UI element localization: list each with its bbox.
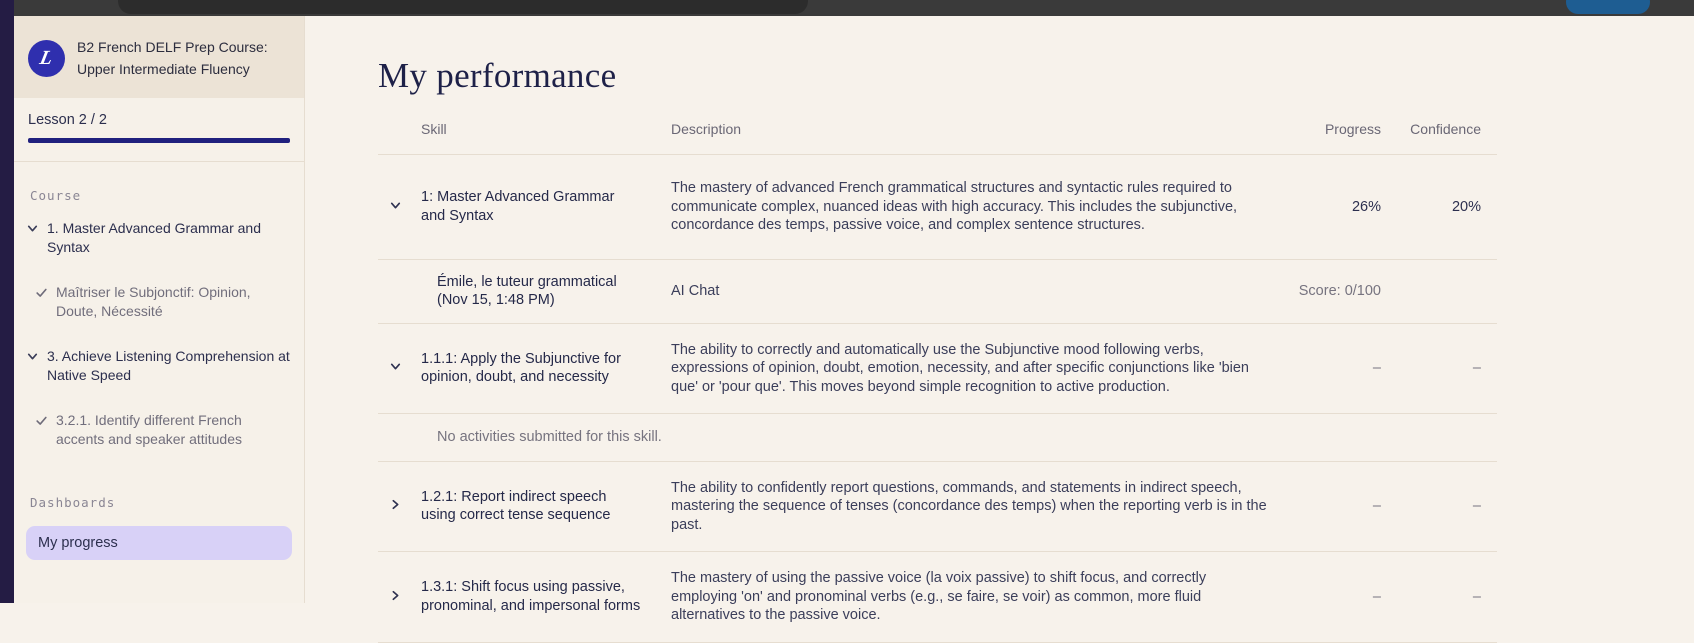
activity-score: Score: 0/100	[1298, 282, 1381, 299]
skill-name: 1.2.1: Report indirect speech using correct tense sequence	[421, 488, 611, 524]
confidence-value: –	[1472, 360, 1481, 376]
sidebar-item-lesson-accents[interactable]	[35, 411, 292, 449]
lesson-progress-bar-fill	[28, 138, 290, 143]
chevron-down-icon[interactable]	[386, 196, 404, 214]
check-icon	[35, 283, 49, 321]
activity-name: Émile, le tuteur grammatical (Nov 15, 1:48 PM)	[437, 273, 617, 308]
lesson-progress-block	[14, 98, 304, 162]
browser-profile-button[interactable]	[1566, 0, 1650, 14]
skill-description: The mastery of advanced French grammatical structures and syntactic rules required to communicate complex, nuanced ideas with high accuracy. This includes the subjunctive, concordance des temps, passive voice, and complex sentence structures.	[671, 180, 1238, 233]
main-content	[305, 16, 1694, 623]
dashboards-section	[26, 495, 292, 560]
sidebar	[14, 16, 305, 603]
progress-value: –	[1372, 588, 1381, 605]
skill-description: The mastery of using the passive voice (la voix passive) to shift focus, and correctly employing 'on' and pronominal verbs (e.g., se faire, se voir) as common, more fluid alternatives to the passive voice.	[671, 570, 1207, 623]
activity-type: AI Chat	[671, 282, 720, 299]
column-header-description: Description	[671, 120, 742, 137]
column-header-progress: Progress	[1324, 120, 1381, 137]
skill-name: 1.3.1: Shift focus using passive, pronominal, and impersonal forms	[421, 579, 641, 614]
empty-activities-row	[378, 414, 1497, 462]
progress-value: –	[1372, 360, 1381, 376]
chevron-right-icon[interactable]	[386, 496, 404, 514]
course-section-label: Course	[30, 188, 82, 203]
expand-cell	[378, 586, 421, 607]
course-title: B2 French DELF Prep Course: Upper Intermediate Fluency	[77, 39, 268, 77]
table-row[interactable]	[378, 324, 1497, 415]
chevron-down-icon	[26, 347, 40, 385]
chevron-down-icon[interactable]	[386, 358, 404, 376]
sidebar-item-label: 3.2.1. Identify different French accents and speaker attitudes	[56, 412, 243, 447]
course-logo-icon	[28, 40, 65, 77]
sidebar-nav	[14, 162, 304, 560]
check-icon	[35, 411, 49, 449]
browser-address-bar[interactable]	[118, 0, 808, 14]
lesson-progress-bar	[28, 138, 290, 143]
progress-value: –	[1372, 498, 1381, 514]
my-progress-label: My progress	[38, 535, 118, 551]
progress-value: 26%	[1351, 198, 1381, 215]
sidebar-item-lesson-subjonctif[interactable]	[35, 283, 292, 321]
lesson-progress-label: Lesson 2 / 2	[28, 112, 107, 128]
dashboards-section-label: Dashboards	[30, 495, 116, 510]
skill-description: The ability to correctly and automatically use the Subjunctive mood following verbs, expressions of opinion, doubt, emotion, necessity, and after specific conjunctions like 'bien que' or 'pour que'. This moves beyond simple recognition to active production.	[671, 341, 1249, 395]
sidebar-item-label: 1. Master Advanced Grammar and Syntax	[47, 220, 261, 255]
page-title: My performance	[378, 56, 617, 95]
window-edge-strip	[0, 0, 14, 603]
course-header	[14, 16, 304, 98]
sidebar-item-module-1[interactable]	[26, 219, 292, 257]
chevron-down-icon	[26, 219, 40, 257]
expand-cell	[378, 196, 421, 217]
skill-name: 1: Master Advanced Grammar and Syntax	[421, 189, 615, 224]
sidebar-item-label: Maîtriser le Subjonctif: Opinion, Doute, Nécessité	[56, 284, 251, 319]
course-logo-letter: L	[38, 46, 56, 69]
skill-name: 1.1.1: Apply the Subjunctive for opinion, doubt, and necessity	[421, 350, 621, 386]
confidence-value: 20%	[1451, 198, 1481, 215]
browser-topbar	[0, 0, 1694, 16]
confidence-value: –	[1472, 498, 1481, 514]
chevron-right-icon[interactable]	[386, 586, 404, 604]
column-header-confidence: Confidence	[1410, 120, 1481, 137]
column-header-skill: Skill	[421, 120, 447, 137]
sidebar-item-module-3[interactable]	[26, 347, 292, 385]
confidence-value: –	[1472, 588, 1481, 605]
sidebar-item-label: 3. Achieve Listening Comprehension at Native Speed	[47, 348, 290, 383]
table-row[interactable]	[378, 155, 1497, 260]
activity-row[interactable]	[378, 260, 1497, 324]
table-row[interactable]	[378, 462, 1497, 553]
skill-description: The ability to confidently report questions, commands, and statements in indirect speech, mastering the sequence of tenses (concordance des temps) when the reporting verb is in the past.	[671, 479, 1267, 533]
expand-cell	[378, 496, 421, 517]
table-header-row	[378, 104, 1497, 155]
sidebar-item-my-progress[interactable]	[26, 526, 292, 560]
table-row[interactable]	[378, 552, 1497, 643]
expand-cell	[378, 358, 421, 379]
empty-activities-message: No activities submitted for this skill.	[437, 429, 662, 445]
